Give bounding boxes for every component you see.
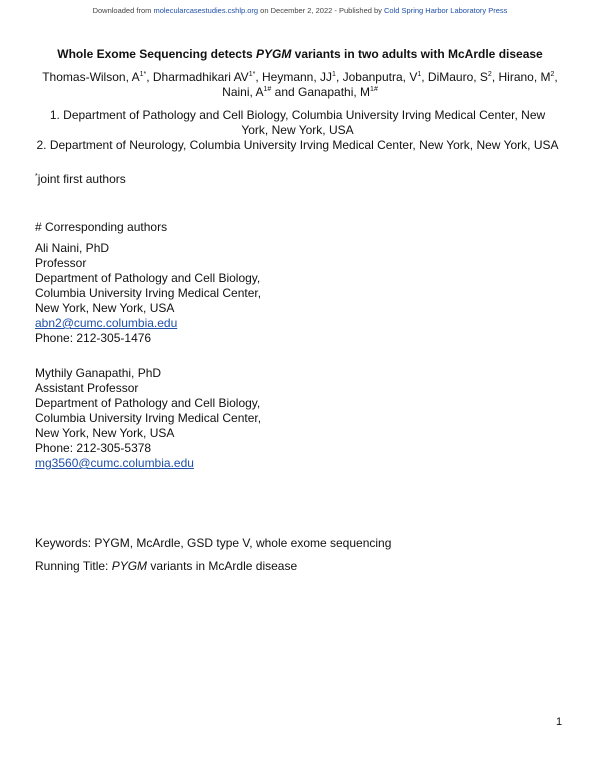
author-email-link[interactable]: abn2@cumc.columbia.edu: [35, 316, 178, 330]
author-name: Mythily Ganapathi, PhD: [35, 366, 162, 380]
running-title: [35, 559, 297, 573]
author-name: , Dharmadhikari AV: [146, 70, 249, 84]
joint-symbol: *: [35, 173, 38, 180]
author-phone: Phone: 212-305-5378: [35, 441, 152, 455]
running-title-gene: PYGM: [111, 559, 148, 573]
download-prefix: Downloaded from: [92, 6, 154, 15]
page-number: 1: [556, 716, 563, 728]
journal-site-link[interactable]: molecularcasestudies.cshlp.org: [153, 6, 259, 15]
author-city: New York, New York, USA: [35, 301, 175, 315]
author-affiliation-mark: 1: [332, 71, 336, 78]
keywords: Keywords: PYGM, McArdle, GSD type V, whole exome sequencing: [35, 536, 392, 550]
author-affiliation-mark: 1#: [263, 86, 272, 93]
author-name: Ali Naini, PhD: [35, 241, 110, 255]
corresponding-heading: # Corresponding authors: [35, 220, 168, 234]
author-name: and Ganapathi, M: [271, 85, 371, 99]
author-name: , Hirano, M: [491, 70, 551, 84]
author-affiliation-mark: 2: [487, 71, 492, 78]
title-before: Whole Exome Sequencing detects: [57, 47, 256, 61]
author-name: , Naini, A: [222, 70, 558, 99]
affiliation-1: 1. Department of Pathology and Cell Biology, Columbia University Irving Medical Center, New York, New York, USA: [49, 108, 546, 137]
author-department: Department of Pathology and Cell Biology,: [35, 271, 261, 285]
title-after: variants in two adults with McArdle disease: [291, 47, 543, 61]
corresponding-author-ganapathi: [35, 366, 261, 471]
joint-first-authors-note: [35, 172, 126, 186]
author-email-link[interactable]: mg3560@cumc.columbia.edu: [35, 456, 194, 470]
author-role: Assistant Professor: [35, 381, 139, 395]
author-name: , Jobanputra, V: [335, 70, 418, 84]
author-name: , DiMauro, S: [421, 70, 488, 84]
author-city: New York, New York, USA: [35, 426, 175, 440]
author-institution: Columbia University Irving Medical Center,: [35, 411, 262, 425]
author-department: Department of Pathology and Cell Biology,: [35, 396, 261, 410]
affiliation-2: 2. Department of Neurology, Columbia University Irving Medical Center, New York, New York, USA: [36, 138, 559, 152]
author-affiliation-mark: 1*: [248, 71, 256, 78]
corresponding-author-naini: [35, 241, 261, 346]
joint-text: joint first authors: [37, 172, 126, 186]
author-list: [40, 70, 560, 100]
author-affiliation-mark: 1#: [370, 86, 378, 93]
download-middle: on December 2, 2022 - Published by: [258, 6, 385, 15]
author-phone: Phone: 212-305-1476: [35, 331, 152, 345]
author-name: Thomas-Wilson, A: [42, 70, 140, 84]
author-role: Professor: [35, 256, 87, 270]
paper-title: [0, 47, 600, 61]
running-title-rest: variants in McArdle disease: [147, 559, 298, 573]
running-title-label: Running Title:: [35, 559, 112, 573]
author-affiliation-mark: 1*: [139, 71, 147, 78]
download-notice: [0, 6, 600, 15]
publisher-link[interactable]: Cold Spring Harbor Laboratory Press: [384, 6, 508, 15]
author-name: , Heymann, JJ: [255, 70, 333, 84]
author-institution: Columbia University Irving Medical Center,: [35, 286, 262, 300]
author-affiliation-mark: 2: [550, 71, 555, 78]
title-gene: PYGM: [255, 47, 292, 61]
author-affiliation-mark: 1: [417, 71, 422, 78]
